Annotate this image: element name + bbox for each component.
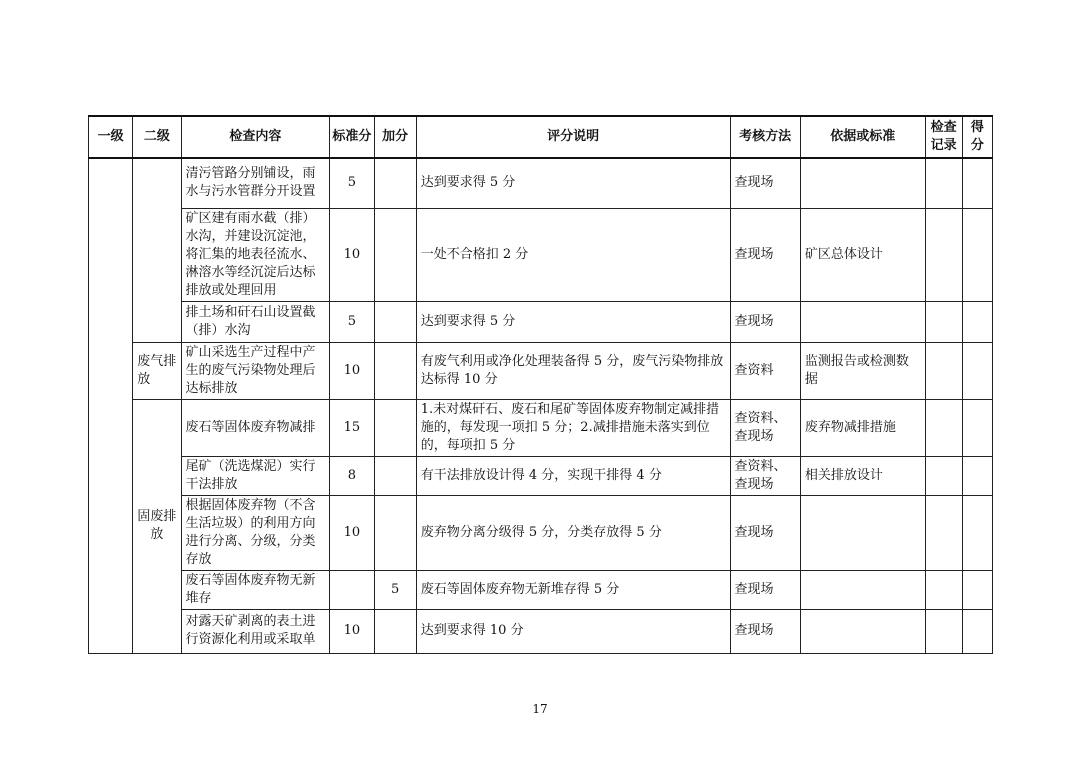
bonus-cell [374,495,416,570]
std-score-cell: 5 [330,301,374,342]
header-basis: 依据或标准 [800,116,925,158]
method-cell: 查现场 [730,495,800,570]
bonus-cell [374,456,416,495]
desc-cell: 一处不合格扣 2 分 [416,208,730,301]
content-cell: 矿区建有雨水截（排）水沟，并建设沉淀池，将汇集的地表径流水、淋溶水等经沉淀后达标排放或处理回用 [181,208,330,301]
std-score-cell: 10 [330,208,374,301]
header-method: 考核方法 [730,116,800,158]
score-cell[interactable] [962,158,992,208]
table-row [89,158,993,208]
method-cell: 查现场 [730,208,800,301]
header-bonus: 加分 [374,116,416,158]
record-cell[interactable] [925,301,962,342]
bonus-cell [374,208,416,301]
record-cell[interactable] [925,208,962,301]
record-cell[interactable] [925,495,962,570]
record-cell[interactable] [925,342,962,399]
level2-solid-waste: 固废排放 [133,399,181,653]
content-cell: 废石等固体废弃物无新堆存 [181,570,330,609]
bonus-cell [374,158,416,208]
basis-cell: 废弃物减排措施 [800,399,925,456]
header-score: 得分 [962,116,992,158]
basis-cell [800,570,925,609]
header-std-score: 标准分 [330,116,374,158]
method-cell: 查资料、查现场 [730,399,800,456]
level2-waste-gas: 废气排放 [133,342,181,399]
bonus-cell [374,399,416,456]
table-row [89,399,993,456]
basis-cell [800,158,925,208]
desc-cell: 达到要求得 5 分 [416,301,730,342]
bonus-cell: 5 [374,570,416,609]
desc-cell: 废弃物分离分级得 5 分，分类存放得 5 分 [416,495,730,570]
table-row [89,609,993,653]
header-content: 检查内容 [181,116,330,158]
method-cell: 查资料、查现场 [730,456,800,495]
table-row [89,301,993,342]
score-cell[interactable] [962,301,992,342]
bonus-cell [374,609,416,653]
desc-cell: 达到要求得 10 分 [416,609,730,653]
score-cell[interactable] [962,342,992,399]
std-score-cell: 5 [330,158,374,208]
table-row [89,342,993,399]
basis-cell: 矿区总体设计 [800,208,925,301]
method-cell: 查现场 [730,158,800,208]
record-cell[interactable] [925,456,962,495]
record-cell[interactable] [925,158,962,208]
basis-cell [800,609,925,653]
table-row [89,570,993,609]
desc-cell: 有干法排放设计得 4 分，实现干排得 4 分 [416,456,730,495]
basis-cell: 相关排放设计 [800,456,925,495]
header-record: 检查记录 [925,116,962,158]
score-cell[interactable] [962,570,992,609]
content-cell: 尾矿（洗选煤泥）实行干法排放 [181,456,330,495]
content-cell: 清污管路分别铺设，雨水与污水管群分开设置 [181,158,330,208]
std-score-cell: 15 [330,399,374,456]
method-cell: 查资料 [730,342,800,399]
basis-cell [800,301,925,342]
content-cell: 根据固体废弃物（不含生活垃圾）的利用方向进行分离、分级，分类存放 [181,495,330,570]
record-cell[interactable] [925,570,962,609]
score-cell[interactable] [962,399,992,456]
level1-cell [89,158,133,653]
content-cell: 废石等固体废弃物减排 [181,399,330,456]
bonus-cell [374,301,416,342]
table-row [89,495,993,570]
record-cell[interactable] [925,399,962,456]
table-row [89,456,993,495]
header-level2: 二级 [133,116,181,158]
method-cell: 查现场 [730,570,800,609]
desc-cell: 达到要求得 5 分 [416,158,730,208]
std-score-cell [330,570,374,609]
method-cell: 查现场 [730,301,800,342]
score-cell[interactable] [962,208,992,301]
basis-cell [800,495,925,570]
score-cell[interactable] [962,495,992,570]
level2-cell-water [133,158,181,342]
method-cell: 查现场 [730,609,800,653]
record-cell[interactable] [925,609,962,653]
desc-cell: 有废气利用或净化处理装备得 5 分，废气污染物排放达标得 10 分 [416,342,730,399]
bonus-cell [374,342,416,399]
std-score-cell: 10 [330,495,374,570]
header-level1: 一级 [89,116,133,158]
page-number: 17 [532,702,548,716]
content-cell: 矿山采选生产过程中产生的废气污染物处理后达标排放 [181,342,330,399]
score-cell[interactable] [962,456,992,495]
std-score-cell: 10 [330,342,374,399]
evaluation-table [88,115,993,654]
content-cell: 对露天矿剥离的表土进行资源化利用或采取单 [181,609,330,653]
score-cell[interactable] [962,609,992,653]
desc-cell: 1.未对煤矸石、废石和尾矿等固体废弃物制定减排措施的，每发现一项扣 5 分；2.减排措施未落实到位的，每项扣 5 分 [416,399,730,456]
table-row [89,208,993,301]
desc-cell: 废石等固体废弃物无新堆存得 5 分 [416,570,730,609]
basis-cell: 监测报告或检测数据 [800,342,925,399]
std-score-cell: 10 [330,609,374,653]
content-cell: 排土场和矸石山设置截（排）水沟 [181,301,330,342]
header-desc: 评分说明 [416,116,730,158]
std-score-cell: 8 [330,456,374,495]
table-header-row [89,116,993,158]
